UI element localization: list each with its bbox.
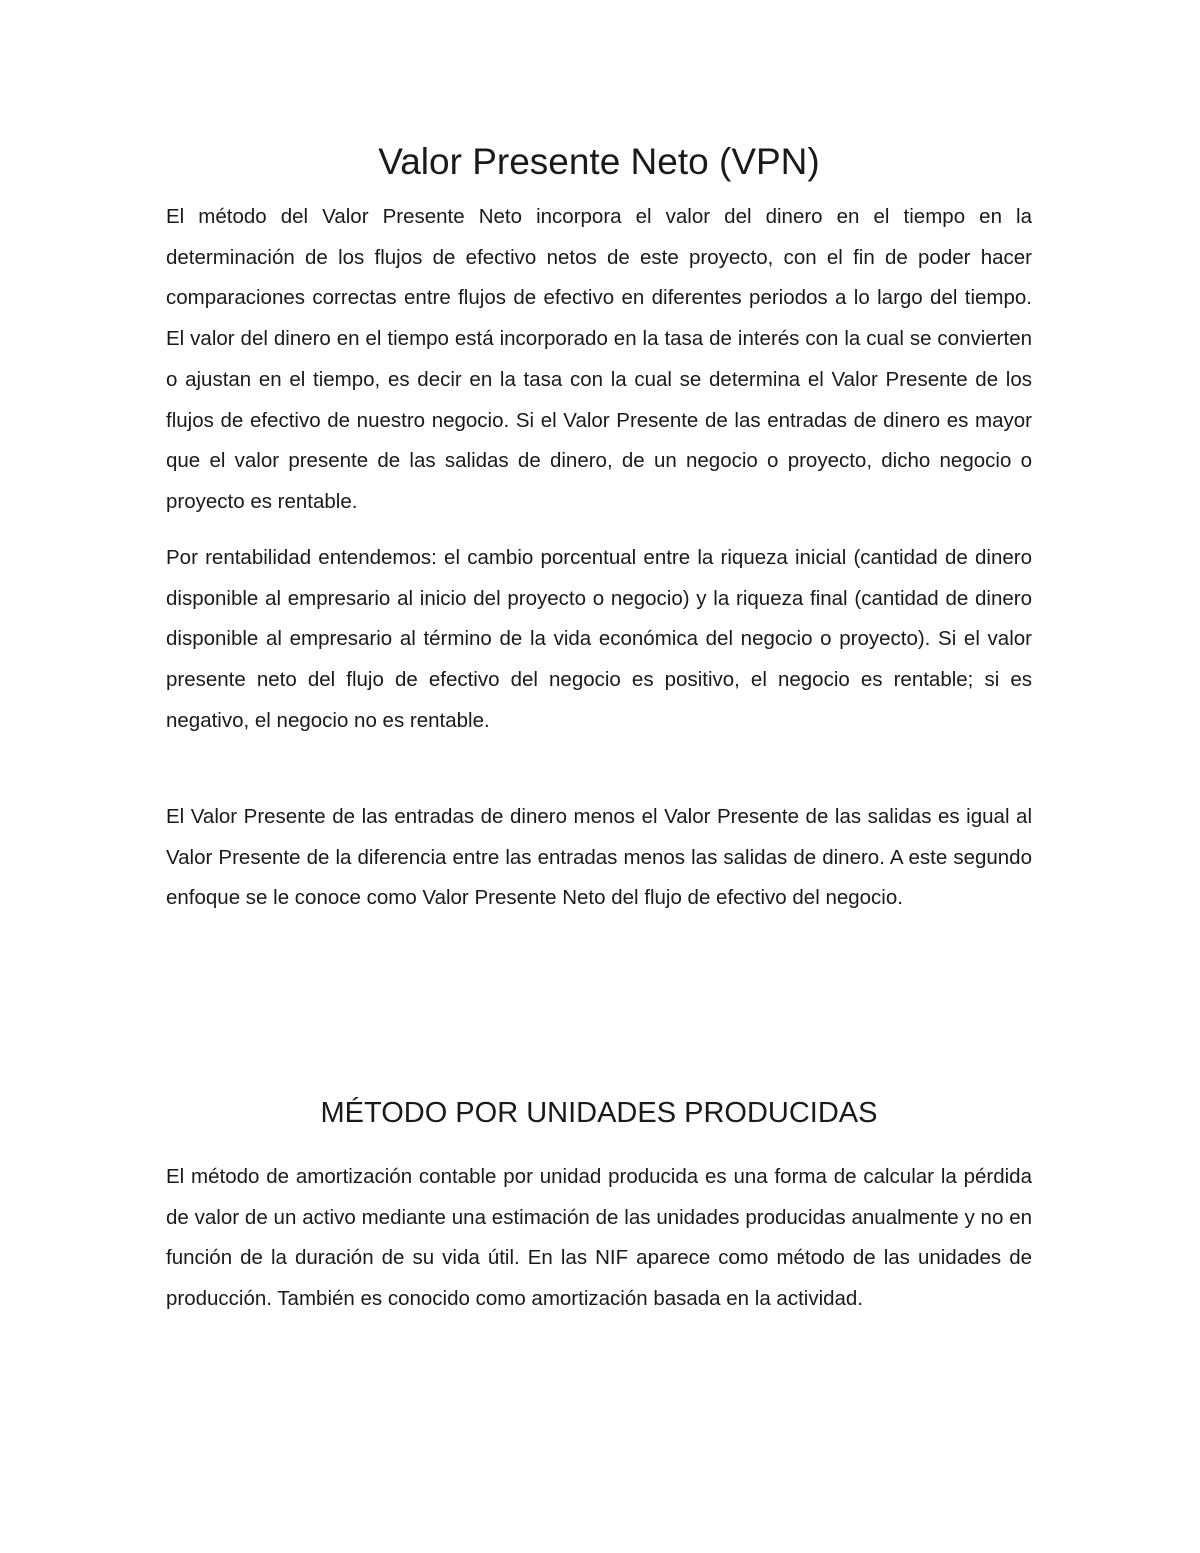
paragraph-valor-presente-diferencia: El Valor Presente de las entradas de dinero menos el Valor Presente de las salidas es igual al Valor Presente de la diferencia entre las entradas menos las salidas de dinero. A este segundo enfoque se le conoce como Valor Presente Neto del flujo de efectivo del negocio. xyxy=(166,805,1032,910)
section-title: MÉTODO POR UNIDADES PRODUCIDAS xyxy=(320,1097,878,1129)
paragraph-vpn-definition: El método del Valor Presente Neto incorpora el valor del dinero en el tiempo en la determinación de los flujos de efectivo netos de este proyecto, con el fin de poder hacer comparaciones correctas entre flujos de efectivo en diferentes periodos a lo largo del tiempo. El valor del dinero en el tiempo está incorporado en la tasa de interés con la cual se convierten o ajustan en el tiempo, es decir en la tasa con la cual se determina el Valor Presente de los flujos de efectivo de nuestro negocio. Si el Valor Presente de las entradas de dinero es mayor que el valor presente de las salidas de dinero, de un negocio o proyecto, dicho negocio o proyecto es rentable. xyxy=(166,205,1032,513)
paragraph-rentabilidad: Por rentabilidad entendemos: el cambio porcentual entre la riqueza inicial (cantidad de dinero disponible al empresario al inicio del proyecto o negocio) y la riqueza final (cantidad de dinero disponible al empresario al término de la vida económica del negocio o proyecto). Si el valor presente neto del flujo de efectivo del negocio es positivo, el negocio es rentable; si es negativo, el negocio no es rentable. xyxy=(166,546,1032,732)
paragraph-unidades-producidas: El método de amortización contable por unidad producida es una forma de calcular la pérdida de valor de un activo mediante una estimación de las unidades producidas anualmente y no en función de la duración de su vida útil. En las NIF aparece como método de las unidades de producción. También es conocido como amortización basada en la actividad. xyxy=(166,1165,1032,1311)
document-title: Valor Presente Neto (VPN) xyxy=(378,141,820,182)
